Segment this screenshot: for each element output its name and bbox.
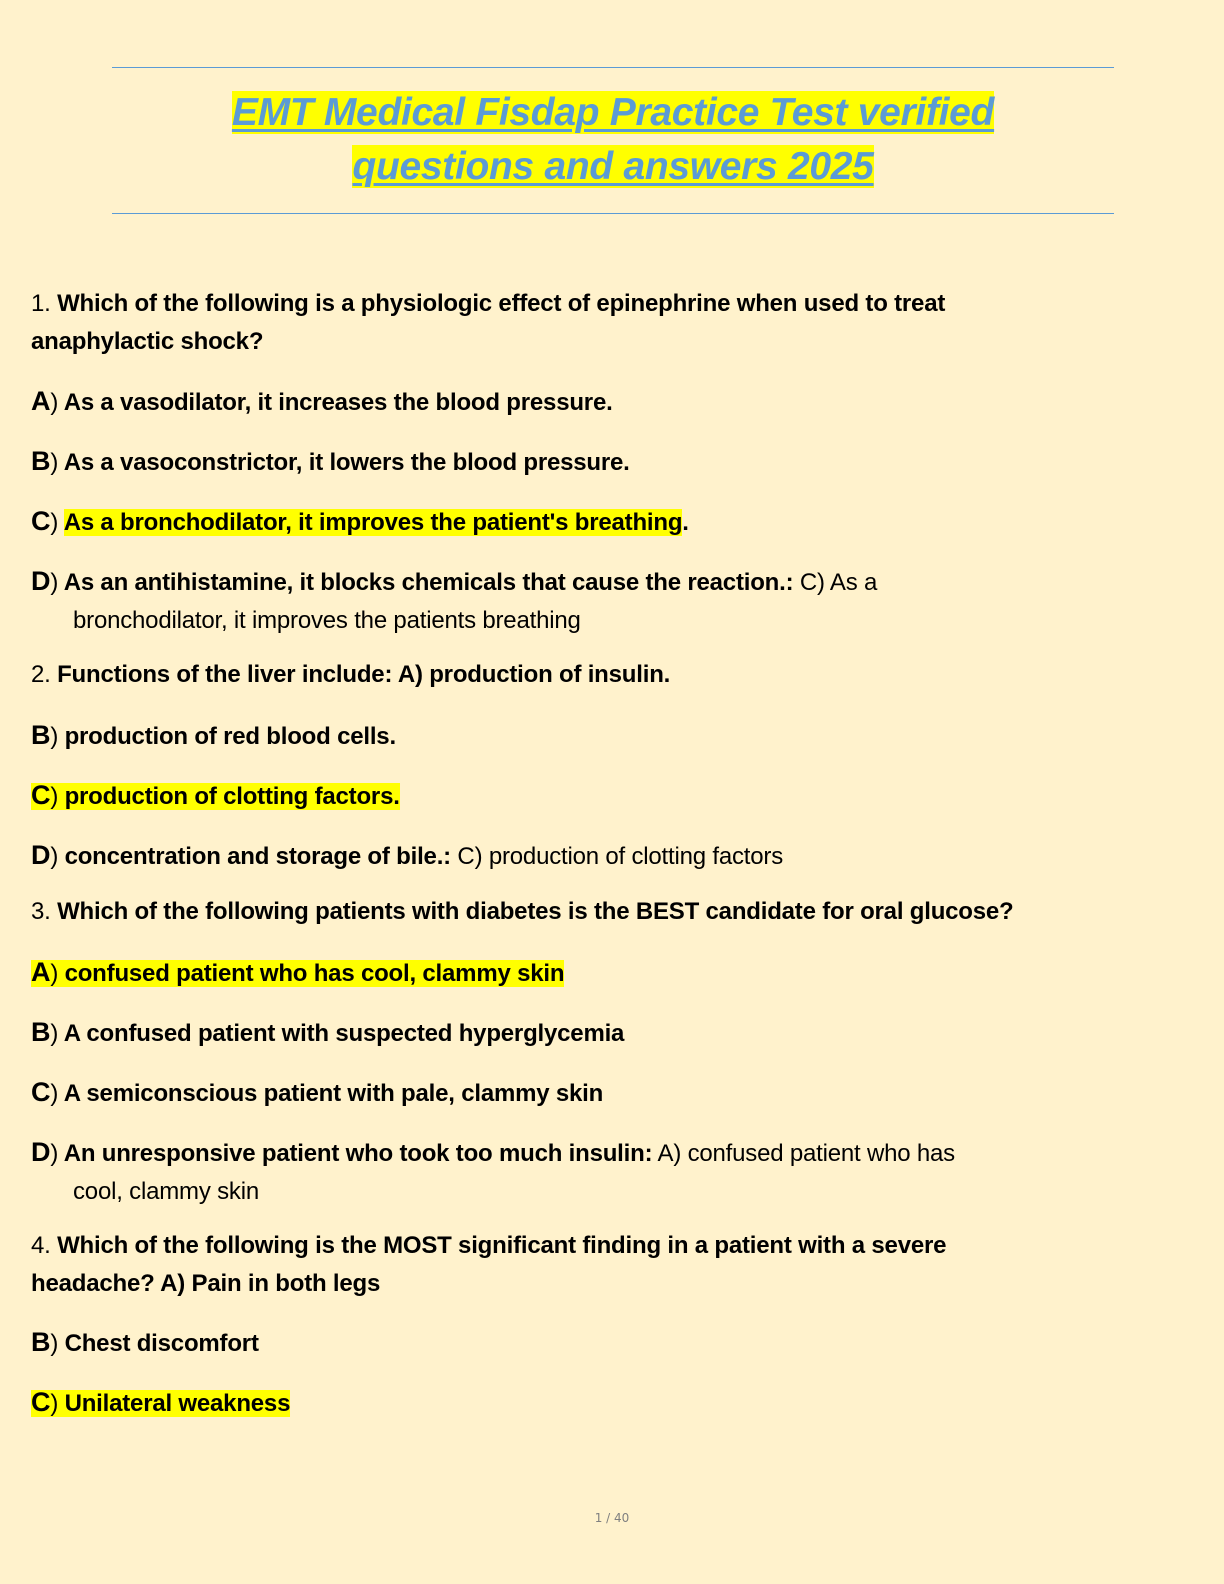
question-text: Which of the following patients with diabetes is the BEST candidate for oral glucose? — [57, 898, 1014, 925]
option-paren: ) — [50, 569, 59, 596]
question-text: Functions of the liver include: A) production of insulin. — [57, 661, 671, 688]
question-2 — [31, 656, 670, 694]
option-letter: B — [31, 720, 51, 750]
option-text: A semiconscious patient with pale, clammy skin — [63, 1080, 604, 1107]
option-text-highlighted: As a bronchodilator, it improves the patient's breathing — [63, 509, 683, 536]
option-trail: . — [682, 509, 689, 536]
option-paren: ) — [50, 960, 59, 987]
option-text: An unresponsive patient who took too much insulin: — [63, 1140, 653, 1167]
option-paren: ) — [50, 1390, 59, 1417]
title-line-2: questions and answers 2025 — [352, 145, 874, 188]
option-paren: ) — [50, 1140, 59, 1167]
option-text-highlighted: Unilateral weakness — [64, 1390, 291, 1417]
option-2c — [31, 776, 400, 816]
option-2b — [31, 716, 396, 756]
option-letter: D — [31, 566, 51, 596]
option-1b — [31, 442, 630, 482]
option-3c — [31, 1073, 603, 1113]
option-letter: A — [31, 386, 51, 416]
answer-key: A) confused patient who has — [652, 1140, 955, 1167]
title-line-1: EMT Medical Fisdap Practice Test verified — [231, 91, 995, 134]
option-3d — [31, 1133, 955, 1211]
option-letter: D — [31, 840, 51, 870]
option-text: As a vasodilator, it increases the blood pressure. — [63, 389, 613, 416]
option-2d — [31, 836, 783, 876]
answer-key-cont: bronchodilator, it improves the patients breathing — [73, 607, 581, 634]
option-paren: ) — [50, 1020, 59, 1047]
option-letter: B — [31, 1327, 51, 1357]
option-4b — [31, 1323, 259, 1363]
question-4 — [31, 1227, 946, 1303]
option-paren: ) — [50, 449, 59, 476]
question-number: 4. — [31, 1232, 51, 1259]
option-paren: ) — [50, 1330, 59, 1357]
option-text: As a vasoconstrictor, it lowers the blood pressure. — [63, 449, 630, 476]
question-text-cont: anaphylactic shock? — [31, 328, 264, 355]
option-paren: ) — [50, 1080, 59, 1107]
question-number: 2. — [31, 661, 51, 688]
option-1a — [31, 382, 613, 422]
answer-key: C) production of clotting factors — [450, 843, 783, 870]
option-4c — [31, 1383, 290, 1423]
option-paren: ) — [50, 389, 59, 416]
answer-key: C) As a — [793, 569, 878, 596]
option-paren: ) — [50, 723, 59, 750]
question-3 — [31, 893, 1014, 931]
question-number: 3. — [31, 898, 51, 925]
answer-key-cont: cool, clammy skin — [73, 1178, 259, 1205]
option-text-highlighted: confused patient who has cool, clammy skin — [64, 960, 565, 987]
option-paren: ) — [50, 509, 59, 536]
document-title — [112, 86, 1114, 194]
option-letter: C — [31, 1387, 51, 1417]
option-letter: C — [31, 780, 51, 810]
option-text-highlighted: production of clotting factors. — [64, 783, 400, 810]
option-text: Chest discomfort — [64, 1330, 259, 1357]
option-letter: C — [31, 1077, 51, 1107]
question-text: Which of the following is a physiologic effect of epinephrine when used to treat — [57, 290, 946, 317]
page-indicator: 1 / 40 — [594, 1511, 630, 1525]
question-1 — [31, 285, 945, 361]
option-text: A confused patient with suspected hyperglycemia — [63, 1020, 625, 1047]
option-letter: B — [31, 446, 51, 476]
option-text: concentration and storage of bile.: — [64, 843, 451, 870]
question-text-cont: headache? A) Pain in both legs — [31, 1270, 381, 1297]
option-3b — [31, 1013, 624, 1053]
option-letter: A — [31, 957, 51, 987]
option-text: production of red blood cells. — [64, 723, 396, 750]
option-letter: D — [31, 1137, 51, 1167]
option-1d — [31, 562, 877, 640]
title-top-rule — [112, 67, 1114, 68]
option-paren: ) — [50, 783, 59, 810]
question-number: 1. — [31, 290, 51, 317]
option-text: As an antihistamine, it blocks chemicals that cause the reaction.: — [63, 569, 794, 596]
option-3a — [31, 953, 564, 993]
title-bottom-rule — [112, 213, 1114, 214]
option-letter: C — [31, 506, 51, 536]
option-1c — [31, 502, 689, 542]
question-text: Which of the following is the MOST significant finding in a patient with a severe — [57, 1232, 947, 1259]
option-letter: B — [31, 1017, 51, 1047]
option-paren: ) — [50, 843, 59, 870]
